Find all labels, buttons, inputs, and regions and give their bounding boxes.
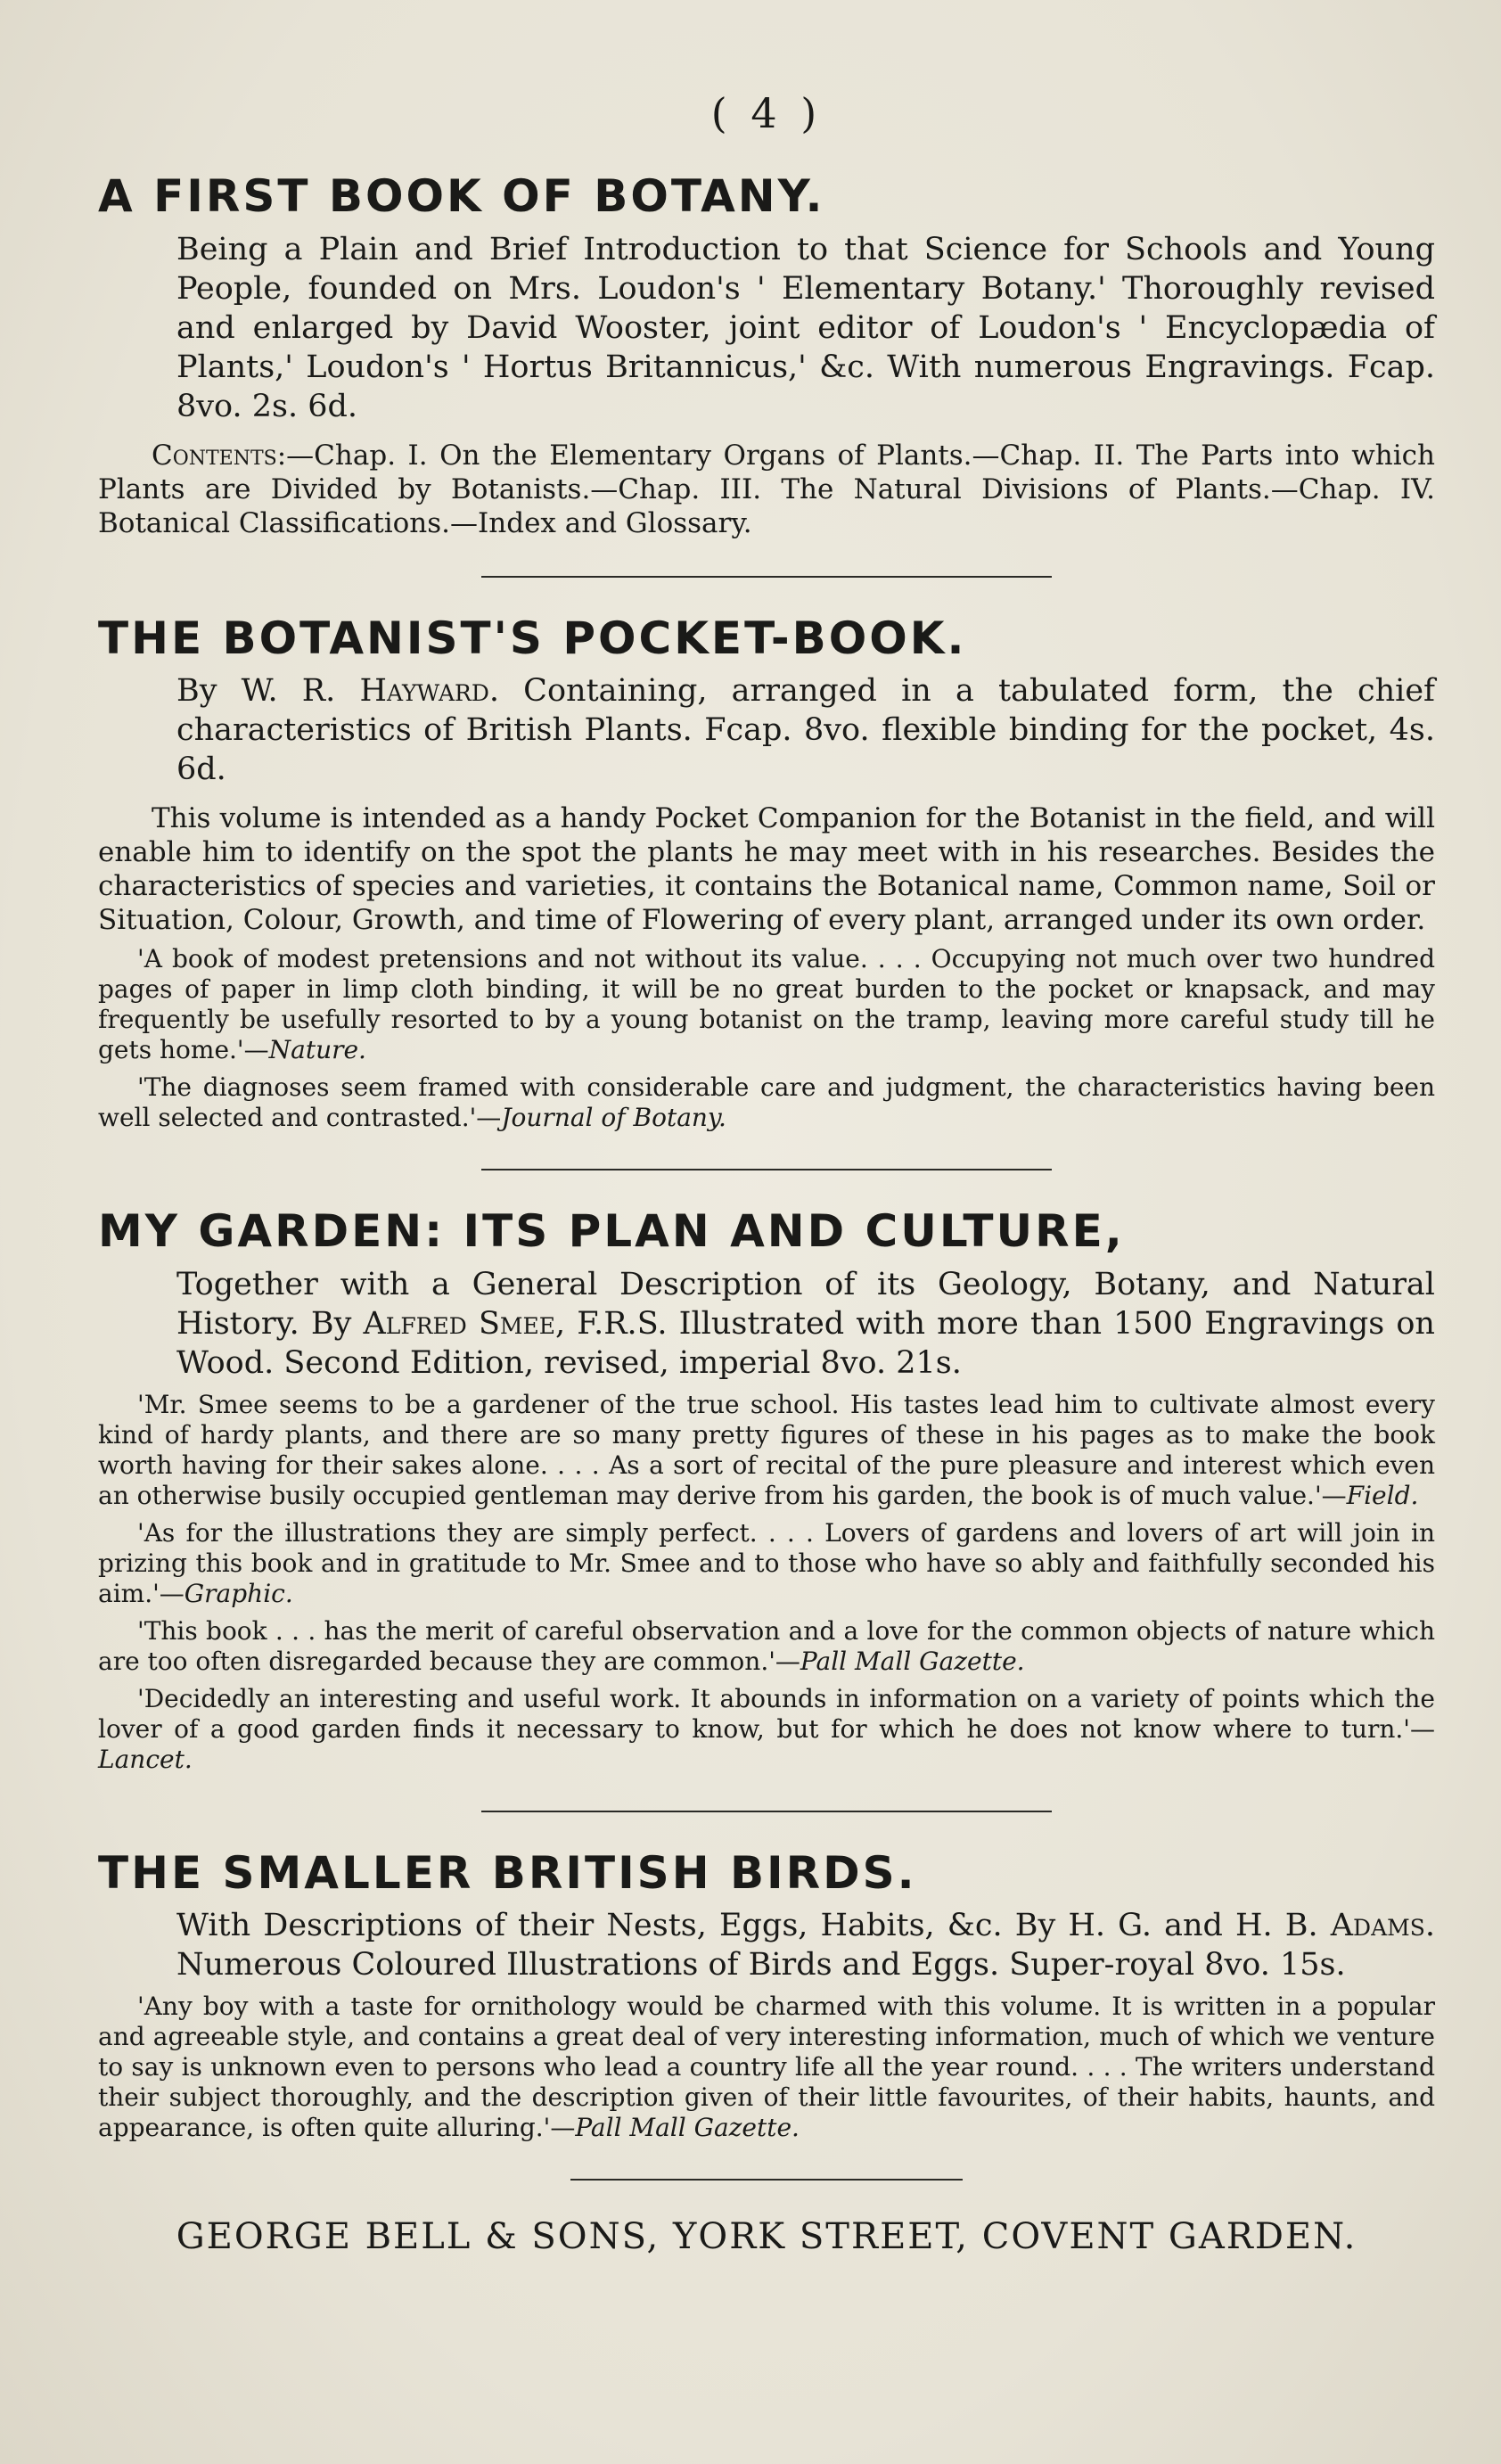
author-name: Alfred Smee, F.R.S. [363, 1305, 668, 1342]
page-number: ( 4 ) [710, 89, 823, 137]
review-quote [98, 1390, 1435, 1511]
contents-label: Contents [152, 439, 277, 472]
author-name: Adams. [1330, 1908, 1435, 1943]
quote-source: Journal of Botany. [501, 1103, 726, 1132]
review-quote [98, 1518, 1435, 1609]
book-body: This volume is intended as a handy Pocket Companion for the Botanist in the field, and will enable him to identify on the spot the plants he may meet with in his researches. Besides the characteristics of species and varieties, it contains the Botanical name, Common name, Soil or Situation, Colour, Growth, and time of Flowering of every plant, arranged under its own order. [98, 802, 1435, 936]
quote-text: 'Mr. Smee seems to be a gardener of the true school. His tastes lead him to cultivate almost every kind of hardy plants, and there are so many pretty figures of these in his pages as to make the book worth having for their sakes alone. . . . As a sort of recital of the pure pleasure and interest which even an otherwise busily occupied gentleman may derive from his garden, the book is of much value.'— [98, 1389, 1435, 1510]
book-entry-my-garden [98, 1206, 1435, 1775]
book-title: THE BOTANIST'S POCKET-BOOK. [98, 612, 967, 664]
page-content [98, 89, 1435, 2257]
review-quote [98, 1616, 1435, 1677]
divider-rule [481, 576, 1052, 578]
divider-rule [481, 1811, 1052, 1812]
quote-source: Field. [1346, 1480, 1419, 1510]
book-description [176, 671, 1435, 789]
review-quote [98, 1072, 1435, 1133]
author-name: Hayward. [359, 673, 500, 709]
quote-source: Nature. [268, 1035, 366, 1064]
book-entry-smaller-british-birds [98, 1848, 1435, 2144]
description-prefix: With Descriptions of their Nests, Eggs, Habits, &c. By H. G. and H. B. [176, 1908, 1331, 1943]
book-contents [98, 439, 1435, 540]
quote-source: Lancet. [98, 1744, 193, 1774]
review-quote [98, 944, 1435, 1065]
book-title: MY GARDEN: ITS PLAN AND CULTURE, [98, 1205, 1125, 1257]
quote-source: Pall Mall Gazette. [575, 2113, 800, 2142]
book-entry-botanists-pocket-book [98, 613, 1435, 1134]
quote-source: Pall Mall Gazette. [800, 1646, 1025, 1676]
quote-source: Graphic. [184, 1578, 293, 1608]
description-prefix: By W. R. [176, 673, 360, 709]
contents-text: :—Chap. I. On the Elementary Organs of Plants.—Chap. II. The Parts into which Plants are Divided by Botanists.—Chap. III. The Natural Divisions of Plants.—Chap. IV. Botanical Classifications.—Index and Glossary. [98, 439, 1435, 539]
description-prefix: Together with a General Description of its Geology, Botany, and Natural History. By [176, 1266, 1435, 1342]
book-description [176, 1906, 1435, 1984]
description-rest: Containing, arranged in a tabulated form, the chief characteristics of British Plants. Fcap. 8vo. flexible binding for the pocket, 4s. 6d. [176, 673, 1435, 787]
publisher-footer: GEORGE BELL & SONS, YORK STREET, COVENT GARDEN. [176, 2216, 1357, 2257]
review-quote [98, 1684, 1435, 1775]
quote-text: 'Decidedly an interesting and useful work. It abounds in information on a variety of points which the lover of a good garden finds it necessary to know, but for which he does not know where to turn.'— [98, 1683, 1435, 1744]
divider-rule [481, 1169, 1052, 1170]
book-title: A FIRST BOOK OF BOTANY. [98, 170, 825, 222]
quote-text: 'This book . . . has the merit of careful observation and a love for the common objects of nature which are too often disregarded because they are common.'— [98, 1615, 1435, 1676]
description-rest: Numerous Coloured Illustrations of Birds and Eggs. Super-royal 8vo. 15s. [176, 1947, 1346, 1983]
book-title: THE SMALLER BRITISH BIRDS. [98, 1846, 917, 1899]
book-description [176, 1265, 1435, 1383]
quote-text: 'The diagnoses seem framed with considerable care and judgment, the characteristics having been well selected and contrasted.'— [98, 1072, 1435, 1132]
quote-text: 'Any boy with a taste for ornithology would be charmed with this volume. It is written in a popular and agreeable style, and contains a great deal of very interesting information, much of which we venture to say is unknown even to persons who lead a country life all the year round. . . . The writers understand their subject thoroughly, and the description given of their little favourites, of their habits, haunts, and appearance, is often quite alluring.'— [98, 1992, 1435, 2142]
book-entry-first-book-of-botany [98, 171, 1435, 540]
description-rest: Illustrated with more than 1500 Engravings on Wood. Second Edition, revised, imperial 8vo. 21s. [176, 1305, 1435, 1381]
quote-text: 'As for the illustrations they are simply perfect. . . . Lovers of gardens and lovers of art will join in prizing this book and in gratitude to Mr. Smee and to those who have so ably and faithfully seconded his aim.'— [98, 1517, 1435, 1608]
book-description: Being a Plain and Brief Introduction to that Science for Schools and Young People, founded on Mrs. Loudon's ' Elementary Botany.' Thoroughly revised and enlarged by David Wooster, joint editor of Loudon's ' Encyclopædia of Plants,' Loudon's ' Hortus Britannicus,' &c. With numerous Engravings. Fcap. 8vo. 2s. 6d. [176, 231, 1435, 424]
review-quote [98, 1992, 1435, 2143]
divider-rule [570, 2179, 963, 2181]
quote-text: 'A book of modest pretensions and not without its value. . . . Occupying not much over two hundred pages of paper in limp cloth binding, it will be no great burden to the pocket or knapsack, and may frequently be usefully resorted to by a young botanist on the tramp, leaving more careful study till he gets home.'— [98, 944, 1435, 1064]
